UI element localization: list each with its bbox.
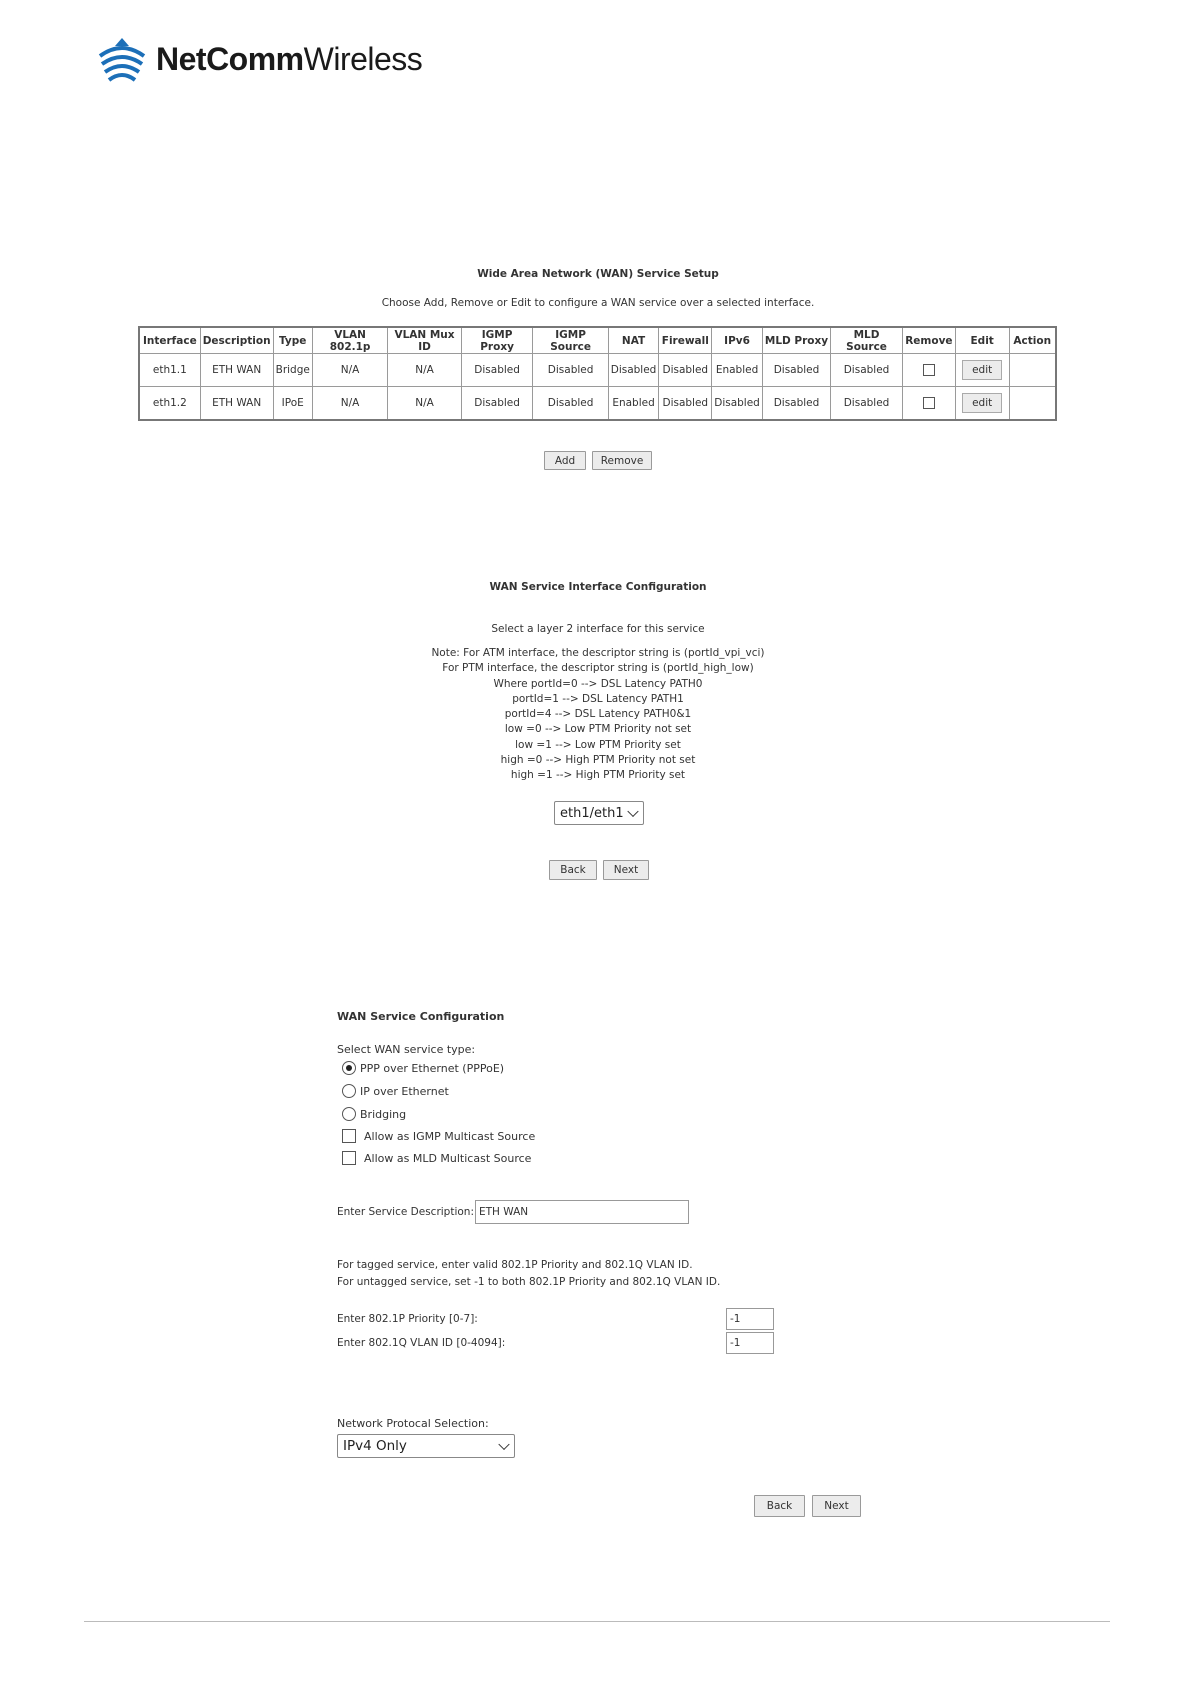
cell-remove xyxy=(902,387,955,421)
radio-bridging[interactable] xyxy=(342,1107,406,1121)
table-row xyxy=(139,354,1056,387)
note-line: high =0 --> High PTM Priority not set xyxy=(500,754,696,767)
interface-select[interactable] xyxy=(554,801,644,825)
cell-igmp-proxy: Disabled xyxy=(461,354,533,387)
cell-description: ETH WAN xyxy=(200,387,273,421)
column-header: Type xyxy=(273,327,312,354)
next-button[interactable]: Next xyxy=(812,1495,861,1517)
radio-selected-icon[interactable] xyxy=(342,1061,356,1075)
remove-checkbox[interactable] xyxy=(923,397,935,409)
cell-type: IPoE xyxy=(273,387,312,421)
radio-label: PPP over Ethernet (PPPoE) xyxy=(360,1061,505,1075)
cell-type: Bridge xyxy=(273,354,312,387)
column-header: VLAN Mux ID xyxy=(388,327,461,354)
column-header: Remove xyxy=(902,327,955,354)
cell-interface: eth1.1 xyxy=(139,354,200,387)
radio-label: IP over Ethernet xyxy=(360,1084,449,1098)
cell-mld-source: Disabled xyxy=(831,354,903,387)
table-header-row xyxy=(139,327,1056,354)
service-description-input[interactable]: ETH WAN xyxy=(475,1200,689,1224)
note-line: low =1 --> Low PTM Priority set xyxy=(515,738,681,751)
column-header: VLAN 802.1p xyxy=(312,327,387,354)
checkbox-label: Allow as MLD Multicast Source xyxy=(364,1151,532,1165)
next-button[interactable]: Next xyxy=(603,860,649,880)
mld-source-checkbox[interactable] xyxy=(342,1151,356,1165)
cell-igmp-proxy: Disabled xyxy=(461,387,533,421)
note-line: Where portId=0 --> DSL Latency PATH0 xyxy=(493,677,703,690)
cell-firewall: Disabled xyxy=(659,387,712,421)
igmp-source-checkbox[interactable] xyxy=(342,1129,356,1143)
column-header: IPv6 xyxy=(712,327,763,354)
note-line: Note: For ATM interface, the descriptor string is (portId_vpi_vci) xyxy=(431,647,765,659)
vlan-id-input[interactable]: -1 xyxy=(726,1332,774,1354)
note-line: low =0 --> Low PTM Priority not set xyxy=(504,723,692,736)
column-header: Description xyxy=(200,327,273,354)
remove-button[interactable]: Remove xyxy=(592,451,652,470)
column-header: IGMP Proxy xyxy=(461,327,533,354)
untagged-service-note: For untagged service, set -1 to both 802.1P Priority and 802.1Q VLAN ID. xyxy=(337,1276,721,1288)
cell-nat: Disabled xyxy=(608,354,659,387)
logo-wordmark: NetCommWireless xyxy=(156,40,423,77)
wifi-signal-icon xyxy=(96,34,148,84)
radio-label: Bridging xyxy=(360,1107,407,1121)
note-line: portId=1 --> DSL Latency PATH1 xyxy=(512,692,684,705)
tagged-service-note: For tagged service, enter valid 802.1P Priority and 802.1Q VLAN ID. xyxy=(337,1259,693,1271)
cell-mld-proxy: Disabled xyxy=(762,387,830,421)
table-row xyxy=(139,387,1056,421)
column-header: NAT xyxy=(608,327,659,354)
interface-config-title: WAN Service Interface Configuration xyxy=(489,581,707,593)
column-header: Edit xyxy=(955,327,1009,354)
note-line: high =1 --> High PTM Priority set xyxy=(510,769,686,782)
column-header: Action xyxy=(1009,327,1056,354)
note-line: For PTM interface, the descriptor string is (portId_high_low) xyxy=(442,662,754,675)
cell-igmp-source: Disabled xyxy=(533,387,608,421)
chevron-down-icon xyxy=(627,806,638,817)
netcomm-logo xyxy=(96,34,422,84)
cell-firewall: Disabled xyxy=(659,354,712,387)
interface-config-subtitle: Select a layer 2 interface for this service xyxy=(491,623,705,635)
priority-input[interactable]: -1 xyxy=(726,1308,774,1330)
service-description-label: Enter Service Description: xyxy=(337,1206,475,1218)
radio-unselected-icon[interactable] xyxy=(342,1084,356,1098)
back-button[interactable]: Back xyxy=(549,860,597,880)
wan-setup-title: Wide Area Network (WAN) Service Setup xyxy=(477,268,719,280)
cell-action xyxy=(1009,387,1056,421)
cell-edit xyxy=(955,354,1009,387)
radio-unselected-icon[interactable] xyxy=(342,1107,356,1121)
remove-checkbox[interactable] xyxy=(923,364,935,376)
cell-ipv6: Disabled xyxy=(712,387,763,421)
edit-button[interactable]: edit xyxy=(962,360,1002,380)
cell-nat: Enabled xyxy=(608,387,659,421)
service-type-label: Select WAN service type: xyxy=(337,1043,476,1056)
cell-remove xyxy=(902,354,955,387)
back-button[interactable]: Back xyxy=(754,1495,805,1517)
note-line: portId=4 --> DSL Latency PATH0&1 xyxy=(504,708,692,721)
igmp-source-checkbox-row[interactable] xyxy=(342,1129,535,1143)
radio-pppoe[interactable] xyxy=(342,1061,504,1075)
column-header: IGMP Source xyxy=(533,327,608,354)
descriptor-note xyxy=(300,646,896,784)
priority-label: Enter 802.1P Priority [0-7]: xyxy=(337,1313,478,1325)
network-protocol-value: IPv4 Only xyxy=(343,1438,407,1454)
chevron-down-icon xyxy=(498,1439,509,1450)
column-header: MLD Source xyxy=(831,327,903,354)
cell-description: ETH WAN xyxy=(200,354,273,387)
checkbox-label: Allow as IGMP Multicast Source xyxy=(364,1129,536,1143)
cell-interface: eth1.2 xyxy=(139,387,200,421)
cell-vlan-8021p: N/A xyxy=(312,387,387,421)
cell-mld-source: Disabled xyxy=(831,387,903,421)
add-button[interactable]: Add xyxy=(544,451,586,470)
mld-source-checkbox-row[interactable] xyxy=(342,1151,531,1165)
network-protocol-label: Network Protocal Selection: xyxy=(337,1417,489,1430)
network-protocol-select[interactable] xyxy=(337,1434,515,1458)
service-config-title: WAN Service Configuration xyxy=(337,1010,505,1023)
cell-igmp-source: Disabled xyxy=(533,354,608,387)
radio-ipoe[interactable] xyxy=(342,1084,449,1098)
wan-services-table xyxy=(138,326,1057,421)
cell-action xyxy=(1009,354,1056,387)
edit-button[interactable]: edit xyxy=(962,393,1002,413)
cell-edit xyxy=(955,387,1009,421)
wan-setup-subtitle: Choose Add, Remove or Edit to configure a WAN service over a selected interface. xyxy=(381,297,815,309)
footer-divider xyxy=(84,1621,1110,1622)
column-header: Firewall xyxy=(659,327,712,354)
cell-mld-proxy: Disabled xyxy=(762,354,830,387)
cell-ipv6: Enabled xyxy=(712,354,763,387)
vlan-id-label: Enter 802.1Q VLAN ID [0-4094]: xyxy=(337,1337,506,1349)
column-header: Interface xyxy=(139,327,200,354)
interface-select-value: eth1/eth1 xyxy=(560,805,624,821)
column-header: MLD Proxy xyxy=(762,327,830,354)
cell-vlan-mux-id: N/A xyxy=(388,354,461,387)
cell-vlan-8021p: N/A xyxy=(312,354,387,387)
cell-vlan-mux-id: N/A xyxy=(388,387,461,421)
